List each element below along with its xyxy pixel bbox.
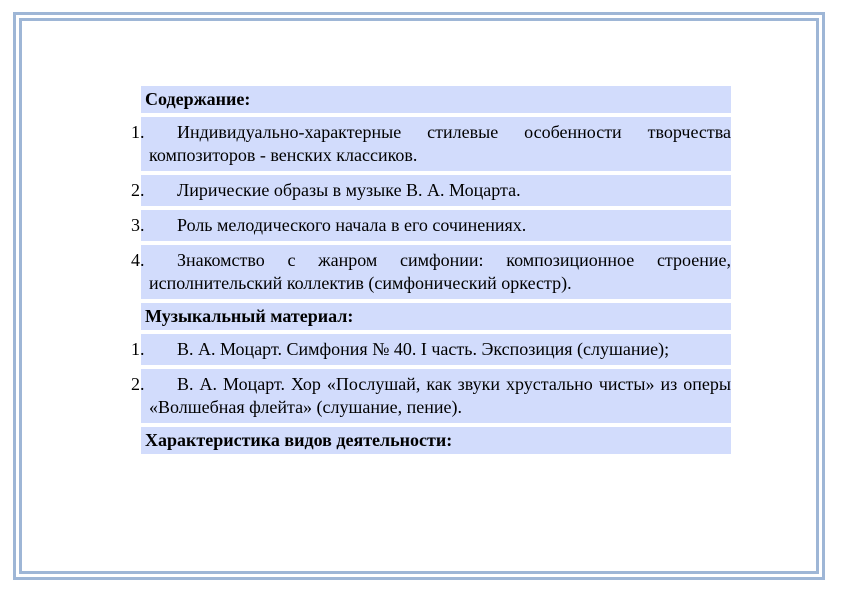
list-item-number: 2.: [131, 180, 145, 200]
list-item-number: 4.: [131, 250, 145, 270]
list-item: [131, 210, 731, 241]
list-item-text: В. А. Моцарт. Хор «Послушай, как звуки хрустально чисты» из оперы «Волшебная флейта» (слушание, пение).: [149, 374, 731, 417]
list-item: [131, 334, 731, 365]
list-item: [131, 117, 731, 171]
list-item-number: 1.: [131, 122, 145, 142]
list-item-text: Знакомство с жанром симфонии: композиционное строение, исполнительский коллектив (симфонический оркестр).: [149, 250, 731, 293]
list-item-number: 3.: [131, 215, 145, 235]
list-item-text: В. А. Моцарт. Симфония № 40. I часть. Экспозиция (слушание);: [177, 339, 670, 359]
content-heading: Содержание:: [141, 86, 731, 113]
list-item-text: Лирические образы в музыке В. А. Моцарта.: [177, 180, 521, 200]
activity-heading: Характеристика видов деятельности:: [141, 427, 731, 454]
list-item-number: 1.: [131, 339, 145, 359]
material-heading: Музыкальный материал:: [141, 303, 731, 330]
list-item-text: Роль мелодического начала в его сочинениях.: [177, 215, 527, 235]
list-item-number: 2.: [131, 374, 145, 394]
slide-content: [131, 86, 731, 454]
list-item: [131, 369, 731, 423]
list-item: [131, 245, 731, 299]
list-item-text: Индивидуально-характерные стилевые особенности творчества композиторов - венских классиков.: [149, 122, 731, 165]
list-item: [131, 175, 731, 206]
